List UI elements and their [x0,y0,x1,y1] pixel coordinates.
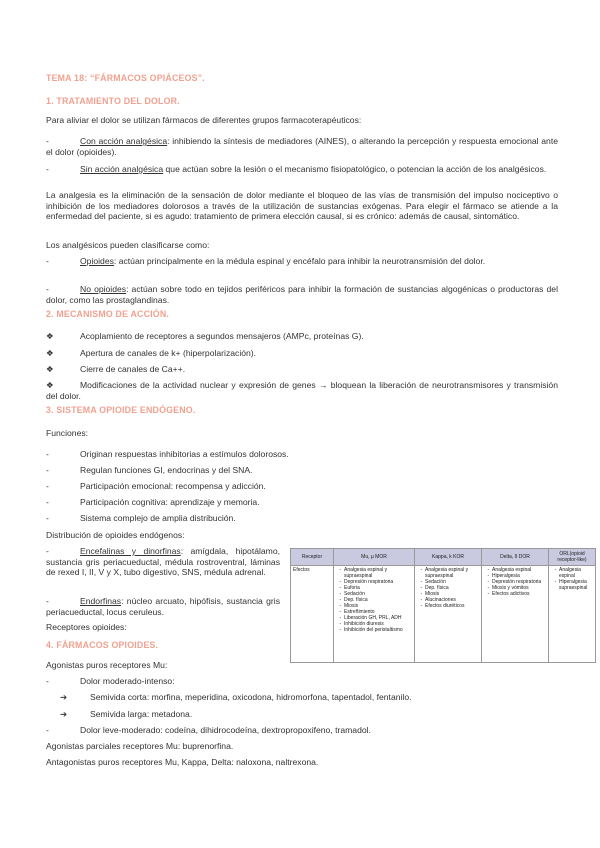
s2-item: ❖ Apertura de canales de k+ (hiperpolarización). [46,348,257,358]
list-item: - Estreñimiento [344,609,412,615]
s4-long: ➔ Semivida larga: metadona. [60,709,193,719]
diamond-bullet-icon: ❖ [46,331,54,341]
list-item: - Sedación [344,591,412,597]
s3-function-item: - Regulan funciones GI, endocrinas y del SNA. [46,465,253,475]
table-cell-kappa [415,566,482,663]
section-2-title: 2. MECANISMO DE ACCIÓN. [46,309,170,319]
s1-class-non-opioids: - No opioides: actúan sobre todo en tejidos periféricos para inhibir la formación de sustancias algogénicas o productoras del dolor, como las prostaglandinas. [46,284,558,305]
s3-dist-endorfinas: - Endorfinas: núcleo arcuato, hipófisis, sustancia gris periacueductal, locus ceruleus. [46,596,280,617]
table-header: Receptor [291,549,334,566]
list-item: - Liberación GH, PRL, ADH [344,615,412,621]
s3-function-item: - Sistema complejo de amplia distribución. [46,513,236,523]
s4-mild: - Dolor leve-moderado: codeína, dihidrocodeína, dextropropoxifeno, tramadol. [46,725,371,735]
list-item: - Analgesia espinal y supraespinal [425,567,479,579]
diamond-bullet-icon: ❖ [46,380,54,390]
s1-class-intro: Los analgésicos pueden clasificarse como: [46,240,210,250]
table-row [291,566,596,663]
diamond-bullet-icon: ❖ [46,364,54,374]
list-item: - Alucinaciones [425,597,479,603]
list-item: - Hiperalgesia [492,573,546,579]
section-4-title: 4. FÁRMACOS OPIOIDES. [46,640,159,650]
list-item: - Sedación [425,579,479,585]
s1-bullet-analgesic: - Con acción analgésica: inhibiendo la síntesis de mediadores (AINES), o alterando la percepción y respuesta emocional ante el dolor (opioides). [46,136,558,157]
list-item: - Depresión respiratoria [492,579,546,585]
s4-agonists-label: Agonistas puros receptores Mu: [46,660,168,670]
table-header-row [291,549,596,566]
table-header: ORL(opioid receptor-like) [549,549,596,566]
list-item: - Efectos diuréticos [425,603,479,609]
list-item: - Miosis [344,603,412,609]
list-item: - Analgesia espinal [492,567,546,573]
list-item: - Analgesia espinal [559,567,593,579]
s1-class-opioids: - Opioides: actúan principalmente en la médula espinal y encéfalo para inhibir la neurotransmisión del dolor. [46,256,486,266]
section-1-title: 1. TRATAMIENTO DEL DOLOR. [46,96,180,106]
opioid-receptor-table [290,548,596,663]
s3-function-item: - Participación emocional: recompensa y adicción. [46,481,266,491]
list-item: - Dep. física [344,597,412,603]
s4-short: ➔ Semivida corta: morfina, meperidina, oxicodona, hidromorfona, tapentadol, fentanilo. [60,692,412,702]
table-cell-mu [334,566,415,663]
table-header: Delta, δ DOR [482,549,549,566]
s3-function-item: - Originan respuestas inhibitorias a estímulos dolorosos. [46,449,289,459]
s2-item: ❖ Modificaciones de la actividad nuclear y expresión de genes → bloquean la liberación de neurotransmisores y transmisión del dolor. [46,380,558,401]
s2-item: ❖ Cierre de canales de Ca++. [46,364,186,374]
arrow-icon: ➔ [60,692,68,702]
list-item: - Inhibición diuresis [344,621,412,627]
s3-dist-encefalinas: - Encefalinas y dinorfinas: amígdala, hipotálamo, sustancia gris periacueductal, médula rostroventral, láminas de rexed I, II, V y X, tubo digestivo, SNS, médula adrenal. [46,546,280,578]
list-item: - Miosis [425,591,479,597]
table-header: Kappa, k KOR [415,549,482,566]
list-item: - Euforia [344,585,412,591]
s3-function-item: - Participación cognitiva: aprendizaje y memoria. [46,497,260,507]
s3-receptors-label: Receptores opioides: [46,622,127,632]
list-item: - Efectos adictivos [492,591,546,597]
s4-antagonists: Antagonistas puros receptores Mu, Kappa, Delta: naloxona, naltrexona. [46,757,319,767]
list-item: - Miosis y vómitos [492,585,546,591]
diamond-bullet-icon: ❖ [46,348,54,358]
table-cell-orl [549,566,596,663]
arrow-icon: ➔ [60,709,68,719]
section-3-title: 3. SISTEMA OPIOIDE ENDÓGENO. [46,405,196,415]
list-item: - Analgesia espinal y supraespinal [344,567,412,579]
s1-bullet-non-analgesic: - Sin acción analgésica que actúan sobre la lesión o el mecanismo fisiopatológico, o potencian la acción de los analgésicos. [46,164,547,174]
document-title: TEMA 18: “FÁRMACOS OPIÁCEOS”. [46,73,205,83]
s2-item: ❖ Acoplamiento de receptores a segundos mensajeros (AMPc, proteínas G). [46,331,364,341]
table-cell: Efectos [291,566,334,663]
s3-distribution-label: Distribución de opioides endógenos: [46,530,185,540]
table-header: Mu, μ MOR [334,549,415,566]
s4-partial: Agonistas parciales receptores Mu: buprenorfina. [46,741,234,751]
list-item: - Hiperalgesia supraespinal [559,579,593,591]
s3-functions-label: Funciones: [46,428,89,438]
list-item: - Depresión respiratoria [344,579,412,585]
s1-paragraph: La analgesia es la eliminación de la sensación de dolor mediante el bloqueo de las vías de transmisión del impulso nociceptivo o inhibición de los mediadores dolorosos a través de la utilización de sustancias exógenas. Para elegir el fármaco se atiende a la enfermedad del paciente, si es agudo: tratamiento de primera elección causal, si es crónico: además de causal, sintomático. [46,190,558,222]
table-cell-delta [482,566,549,663]
s1-intro: Para aliviar el dolor se utilizan fármacos de diferentes grupos farmacoterapéuticos: [46,115,362,125]
list-item: - Dep. física [425,585,479,591]
s4-moderate: - Dolor moderado-intenso: [46,676,175,686]
list-item: - Inhibición del peristaltismo [344,627,412,633]
